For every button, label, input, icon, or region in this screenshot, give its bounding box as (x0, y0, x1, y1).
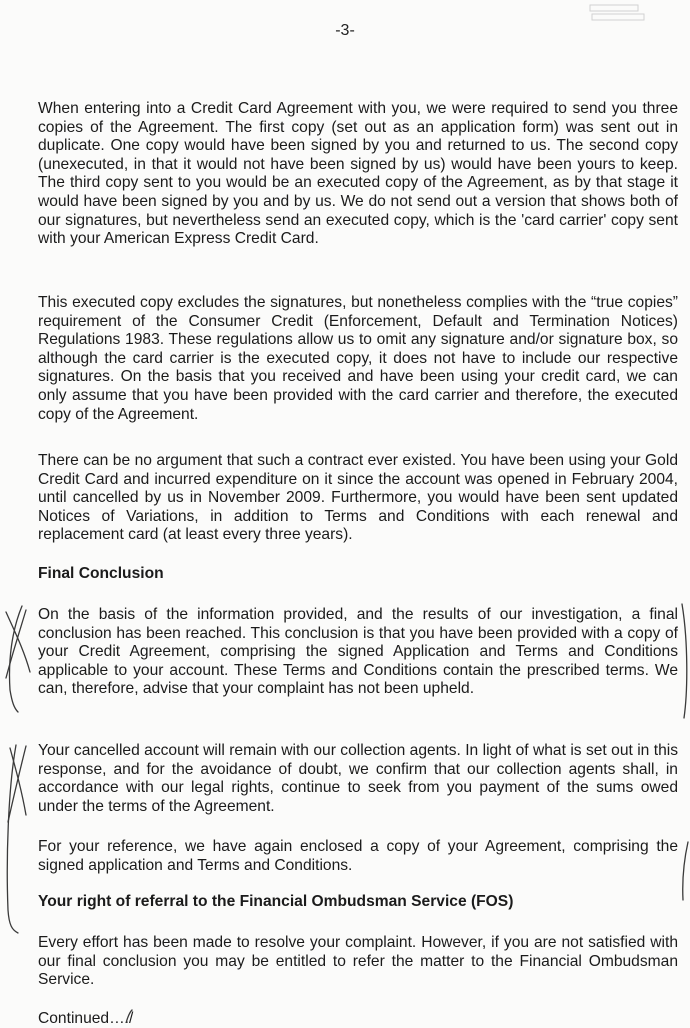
corner-stamp (582, 2, 654, 24)
stamp-mark-icon (582, 2, 654, 24)
pen-cross-left-2a (10, 748, 26, 815)
heading-fos-referral: Your right of referral to the Financial Ombudsman Service (FOS) (38, 893, 514, 910)
paragraph-collection-agents: Your cancelled account will remain with our collection agents. In light of what is set out in this response, and for the avoidance of doubt, we confirm that our collection agents shall, in accordance with our legal rights, continue to seek from you payment of the sums owed under the terms of the Agreement. (38, 742, 678, 815)
paragraph-card-agreement-copies: When entering into a Credit Card Agreement with you, we were required to send you three copies of the Agreement. The first copy (set out as an application form) was sent out in duplicate. One copy would have been signed by you and returned to us. The second copy (unexecuted, in that it would not have been signed by us) would have been yours to keep. The third copy sent to you would be an executed copy of the Agreement, as by that stage it would have been signed by you and by us. We do not send out a version that shows both of our signatures, but nevertheless send an executed copy, which is the 'card carrier' copy sent with your American Express Credit Card. (38, 100, 678, 248)
pen-bracket-left-1 (10, 606, 23, 712)
paragraph-executed-copy: This executed copy excludes the signatures, but nonetheless complies with the “true copies” requirement of the Consumer Credit (Enforcement, Default and Termination Notices) Regulations 1983. These regulations allow us to omit any signature and/or signature box, so although the card carrier is the executed copy, it does not have to include our respective signatures. On the basis that you received and have been using your credit card, we can only assume that you have been provided with the card carrier and therefore, the executed copy of the Agreement. (38, 294, 678, 423)
pen-cross-left-2b (8, 746, 26, 822)
page-number: -3- (335, 22, 355, 39)
pen-cross-left-1b (6, 610, 26, 678)
paragraph-contract-existed: There can be no argument that such a contract ever existed. You have been using your Gold Credit Card and incurred expenditure on it since the account was opened in February 2004, until cancelled by us in November 2009. Furthermore, you would have been sent updated Notices of Variations, in addition to Terms and Conditions with each renewal and replacement card (at least every three years). (38, 452, 678, 544)
continued-footer: Continued…./ (38, 1010, 134, 1027)
pen-bracket-right-2 (683, 842, 688, 900)
paragraph-enclosed-copy: For your reference, we have again enclosed a copy of your Agreement, comprising the signed application and Terms and Conditions. (38, 838, 678, 874)
pen-bracket-left-2 (7, 745, 18, 933)
paragraph-effort-resolve: Every effort has been made to resolve your complaint. However, if you are not satisfied with our final conclusion you may be entitled to refer the matter to the Financial Ombudsman Service. (38, 934, 678, 989)
pen-bracket-right-1 (682, 604, 687, 718)
pen-cross-left-1a (6, 612, 30, 672)
paragraph-final-conclusion: On the basis of the information provided, and the results of our investigation, a final conclusion has been reached. This conclusion is that you have been provided with a copy of your Credit Agreement, comprising the signed Application and Terms and Conditions applicable to your account. These Terms and Conditions contain the prescribed terms. We can, therefore, advise that your complaint has not been upheld. (38, 606, 678, 698)
heading-final-conclusion: Final Conclusion (38, 565, 164, 582)
